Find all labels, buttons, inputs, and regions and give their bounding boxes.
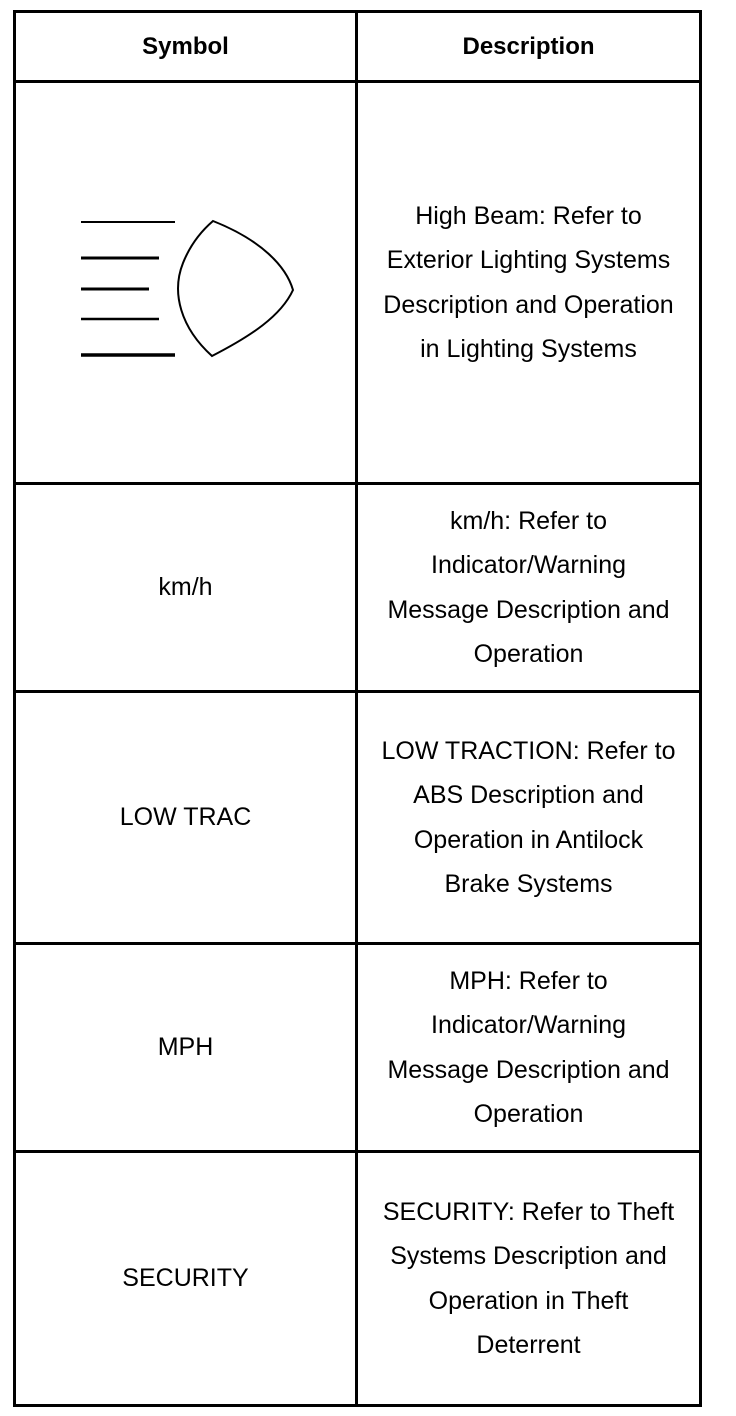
- description-column-header: Description: [357, 12, 701, 82]
- description-text: SECURITY: Refer to Theft Systems Description and Operation in Theft Deterrent: [382, 1197, 675, 1359]
- description-cell: [357, 82, 701, 484]
- table-row: [15, 82, 701, 484]
- symbol-cell: km/h: [15, 484, 357, 692]
- table-row: [15, 944, 701, 1152]
- symbol-cell: LOW TRAC: [15, 692, 357, 944]
- description-cell: [357, 1152, 701, 1406]
- description-cell: [357, 484, 701, 692]
- symbol-cell: SECURITY: [15, 1152, 357, 1406]
- description-cell: [357, 944, 701, 1152]
- description-text: km/h: Refer to Indicator/Warning Message Description and Operation: [387, 506, 670, 668]
- symbol-cell: [15, 82, 357, 484]
- table-row: [15, 484, 701, 692]
- description-text: MPH: Refer to Indicator/Warning Message Description and Operation: [387, 966, 670, 1128]
- description-text: High Beam: Refer to Exterior Lighting Systems Description and Operation in Lighting Systems: [383, 201, 674, 363]
- description-text: LOW TRACTION: Refer to ABS Description and Operation in Antilock Brake Systems: [381, 736, 676, 898]
- table-row: [15, 692, 701, 944]
- symbol-column-header: Symbol: [15, 12, 357, 82]
- symbol-description-table: [13, 10, 702, 1407]
- table-header-row: [15, 12, 701, 82]
- description-cell: [357, 692, 701, 944]
- table-row: [15, 1152, 701, 1406]
- high-beam-icon: [71, 208, 301, 358]
- symbol-cell: MPH: [15, 944, 357, 1152]
